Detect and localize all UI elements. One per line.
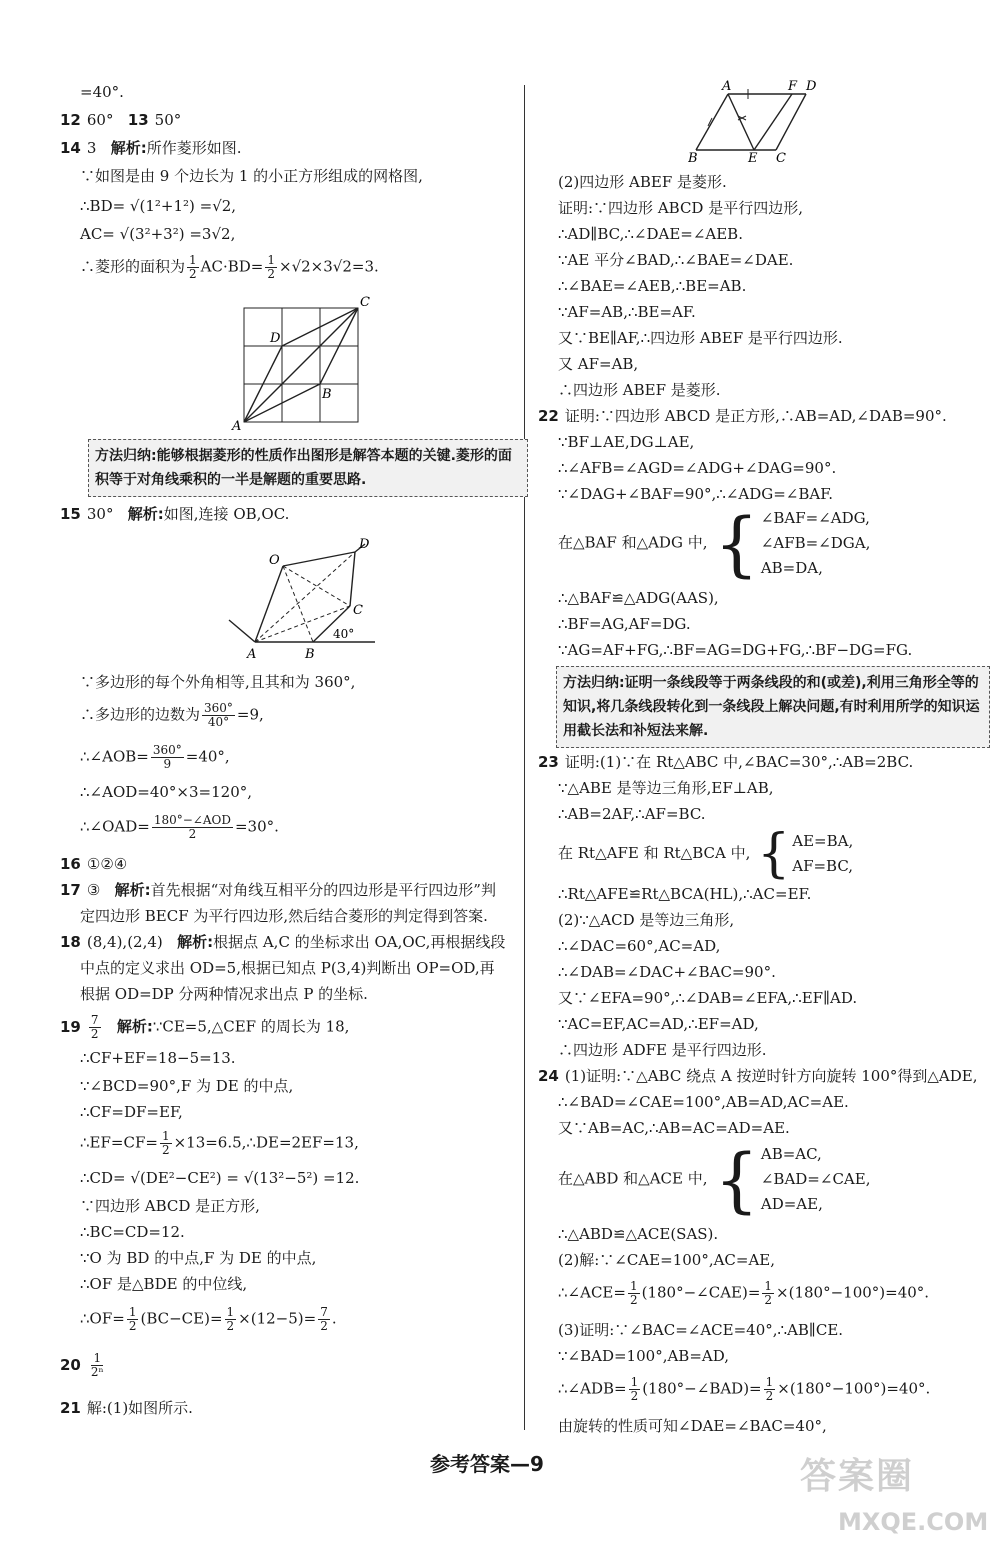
label-B: B — [305, 647, 315, 660]
jiexi-label: 解析: — [110, 139, 147, 157]
text-line: ∵AF=AB,∴BE=AF. — [558, 303, 696, 321]
text-line: ∵如图是由 9 个边长为 1 的小正方形组成的网格图, — [80, 167, 423, 185]
fraction — [152, 814, 233, 841]
numerator: 1 — [128, 1305, 137, 1319]
system-items — [761, 1142, 871, 1217]
denominator: 2 — [188, 827, 197, 841]
method-summary-box-2: 方法归纳:证明一条线段等于两条线段的和(或差),利用三角形全等的知识,将几条线段转化到一条线段上解决问题,有时利用所学的知识运用截长法和补短法来解. — [556, 666, 990, 748]
q13-number: 13 — [127, 111, 149, 129]
text-line: (2)解:∵∠CAE=100°,AC=AE, — [558, 1251, 776, 1269]
q14-number: 14 — [60, 139, 81, 157]
q21-parallelogram-figure — [688, 80, 828, 162]
label-B: B — [322, 387, 332, 402]
q18-number: 18 — [60, 933, 81, 951]
system-item: AB=AC, — [760, 1145, 822, 1163]
q20-line — [60, 1352, 108, 1379]
label-A: A — [247, 647, 257, 660]
numerator: 1 — [226, 1305, 235, 1319]
jiexi-label: 解析: — [114, 881, 151, 899]
text-line: ∴BD= √(1²+1²) =√2, — [80, 197, 237, 215]
text-line: ∴CD= √(DE²−CE²) = √(13²−5²) =12. — [80, 1169, 360, 1187]
brace: { — [757, 824, 791, 884]
angle-label: 40° — [333, 627, 355, 641]
q14-header — [60, 138, 242, 158]
text: 在△BAF 和△ADG 中, — [558, 533, 708, 552]
q17-line — [60, 880, 496, 900]
text-line: ∵O 为 BD 的中点,F 为 DE 的中点, — [80, 1249, 317, 1267]
text-line: ∴Rt△AFE≌Rt△BCA(HL),∴AC=EF. — [558, 885, 812, 903]
text-line: ∴四边形 ABEF 是菱形. — [558, 381, 721, 399]
system-item: ∠AFB=∠DGA, — [760, 534, 871, 552]
text-line: (2)四边形 ABEF 是菱形. — [558, 173, 727, 191]
denominator: 2 — [630, 1389, 639, 1403]
q24-number: 24 — [538, 1067, 559, 1085]
label-D: D — [806, 80, 817, 94]
denominator: 2 — [128, 1319, 137, 1333]
system-item: ∠BAD=∠CAE, — [760, 1170, 871, 1188]
label-C: C — [360, 295, 370, 310]
page-footer: 参考答案—9 — [430, 1452, 544, 1476]
text: ×13=6.5,∴DE=2EF=13, — [173, 1133, 359, 1152]
q21-line — [60, 1398, 193, 1418]
text: (180°−∠BAD)= — [642, 1379, 762, 1398]
fraction — [265, 254, 277, 281]
text-line: 定四边形 BECF 为平行四边形,然后结合菱形的判定得到答案. — [80, 907, 488, 925]
numerator: 180°−∠AOD — [153, 813, 231, 827]
text-line: ∵△ABE 是等边三角形,EF⊥AB, — [558, 779, 774, 797]
label-A: A — [232, 419, 242, 432]
q23-number: 23 — [538, 753, 559, 771]
q16-number: 16 — [60, 855, 81, 873]
answer-12-13 — [60, 110, 181, 130]
text-line: ∵四边形 ABCD 是正方形, — [80, 1197, 260, 1215]
system-items — [761, 506, 871, 581]
numerator: 1 — [161, 1129, 170, 1143]
q21-text: 解:(1)如图所示. — [86, 1399, 193, 1417]
denominator: 40° — [207, 715, 230, 729]
text-line: ∴∠DAC=60°,AC=AD, — [558, 937, 721, 955]
label-D: D — [270, 331, 281, 346]
numerator: 1 — [629, 1279, 638, 1293]
q14-grid-figure — [230, 292, 390, 432]
text: ∴∠OAD= — [80, 817, 150, 836]
jiexi-label: 解析: — [177, 933, 214, 951]
system-item: AE=BA, — [792, 832, 854, 850]
text-line: 又∵BE∥AF,∴四边形 ABEF 是平行四边形. — [558, 329, 843, 347]
text-line: ∴OF 是△BDE 的中位线, — [80, 1275, 248, 1293]
text-line: ∴∠AFB=∠AGD=∠ADG+∠DAG=90°. — [558, 459, 837, 477]
denominator: 2ⁿ — [90, 1365, 104, 1379]
text: =40°, — [185, 747, 230, 766]
q23-header — [538, 752, 913, 772]
denominator: 2 — [320, 1319, 328, 1333]
watermark-logo: 答案圈 — [800, 1456, 915, 1497]
q19-header — [60, 1014, 349, 1041]
fraction — [151, 744, 184, 771]
q19-of-line — [60, 1306, 337, 1333]
text-line: ∴∠DAB=∠DAC+∠BAC=90°. — [558, 963, 776, 981]
text-line: ∵AE 平分∠BAD,∴∠BAE=∠DAE. — [558, 251, 794, 269]
q16-line — [60, 854, 127, 874]
equation-system — [712, 1138, 871, 1221]
text-line: 又∵∠EFA=90°,∴∠DAB=∠EFA,∴EF∥AD. — [558, 989, 858, 1007]
q24-system — [538, 1138, 871, 1221]
q14-area-line — [60, 254, 379, 281]
text-line: (3)证明:∵∠BAC=∠ACE=40°,∴AB∥CE. — [558, 1321, 844, 1339]
label-C: C — [776, 151, 786, 162]
label-D: D — [359, 537, 370, 552]
q24-ace-line — [538, 1280, 929, 1307]
text-line: ∵∠DAG+∠BAF=90°,∴∠ADG=∠BAF. — [558, 485, 834, 503]
text: ∴∠AOB= — [80, 747, 149, 766]
text-line: AC= √(3²+3²) =3√2, — [80, 225, 236, 243]
text-line: 证明:∵四边形 ABCD 是平行四边形, — [558, 199, 803, 217]
brace: { — [714, 502, 759, 585]
text-line: ∴CF=DF=EF, — [80, 1103, 183, 1121]
method-summary-box-1: 方法归纳:能够根据菱形的性质作出图形是解答本题的关键.菱形的面积等于对角线乘积的一半是解题的重要思路. — [88, 439, 528, 497]
q19-text: ∵CE=5,△CEF 的周长为 18, — [152, 1017, 350, 1036]
q18-text: 根据点 A,C 的坐标求出 OA,OC,再根据线段 — [213, 933, 506, 951]
q15-aob-line — [60, 744, 230, 771]
text: . — [331, 1309, 337, 1328]
q22-system — [538, 502, 871, 585]
q21-number: 21 — [60, 1399, 81, 1417]
system-item: ∠BAF=∠ADG, — [760, 509, 870, 527]
q22-header — [538, 406, 947, 426]
equation-system — [755, 824, 854, 884]
q17-answer: ③ — [86, 881, 101, 899]
text-line: 由旋转的性质可知∠DAE=∠BAC=40°, — [558, 1417, 827, 1435]
q20-answer-fraction — [89, 1352, 106, 1379]
numerator: 1 — [764, 1279, 773, 1293]
q12-answer: 60° — [86, 111, 114, 129]
fraction — [628, 1280, 640, 1307]
q18-line — [60, 932, 505, 952]
text: =9, — [236, 705, 264, 724]
text: ∴∠ACE= — [558, 1283, 626, 1302]
text-line: ∴AD∥BC,∴∠DAE=∠AEB. — [558, 225, 743, 243]
denominator: 2 — [90, 1027, 99, 1041]
numerator: 7 — [320, 1305, 328, 1319]
q19-number: 19 — [60, 1017, 81, 1036]
text: (BC−CE)= — [140, 1309, 223, 1328]
text: ∴菱形的面积为 — [80, 257, 186, 276]
system-items — [792, 829, 853, 879]
text-line: (2)∵△ACD 是等边三角形, — [558, 911, 735, 929]
q24-adb-line — [538, 1376, 930, 1403]
denominator: 2 — [764, 1293, 773, 1307]
label-F: F — [788, 80, 798, 94]
watermark-url: MXQE.COM — [838, 1508, 989, 1536]
q19-answer-fraction — [89, 1014, 101, 1041]
text: 在 Rt△AFE 和 Rt△BCA 中, — [558, 844, 751, 862]
numerator: 1 — [189, 253, 197, 267]
brace: { — [714, 1138, 759, 1221]
text-line: 根据 OD=DP 分两种情况求出点 P 的坐标. — [80, 985, 368, 1003]
q15-polygon-figure — [225, 530, 395, 660]
q23-system — [538, 824, 854, 884]
text: ×√2×3√2=3. — [279, 257, 379, 276]
text-line: ∵AC=EF,AC=AD,∴EF=AD, — [558, 1015, 759, 1033]
q17-text: 首先根据“对角线互相平分的四边形是平行四边形”判 — [150, 881, 496, 899]
denominator: 2 — [161, 1143, 170, 1157]
text-line: ∵AG=AF+FG,∴BF=AG=DG+FG,∴BF−DG=FG. — [558, 641, 913, 659]
numerator: 1 — [765, 1375, 774, 1389]
text: ∴OF= — [80, 1309, 125, 1328]
q15-header — [60, 504, 289, 524]
q15-answer: 30° — [86, 505, 114, 523]
numerator: 360° — [204, 701, 233, 715]
text: ×(180°−100°)=40°. — [777, 1379, 931, 1398]
text-line: ∴∠BAE=∠AEB,∴BE=AB. — [558, 277, 747, 295]
text-line: ∴BC=CD=12. — [80, 1223, 185, 1241]
text: 在△ABD 和△ACE 中, — [558, 1169, 708, 1188]
numerator: 7 — [90, 1013, 99, 1027]
text-line: ∴∠AOD=40°×3=120°, — [80, 783, 253, 801]
q15-number: 15 — [60, 505, 81, 523]
q22-text: 证明:∵四边形 ABCD 是正方形,∴AB=AD,∠DAB=90°. — [564, 407, 947, 425]
label-B: B — [688, 151, 698, 162]
fraction — [764, 1376, 776, 1403]
text-line: 又∵AB=AC,∴AB=AC=AD=AE. — [558, 1119, 790, 1137]
q17-number: 17 — [60, 881, 81, 899]
label-O: O — [269, 553, 280, 568]
q24-header — [538, 1066, 977, 1086]
text: ∴多边形的边数为 — [80, 705, 201, 724]
fraction — [318, 1306, 330, 1333]
text: ×(12−5)= — [238, 1309, 317, 1328]
denominator: 2 — [629, 1293, 638, 1307]
q13-answer: 50° — [154, 111, 182, 129]
denominator: 2 — [189, 267, 197, 281]
text-line: ∴CF+EF=18−5=13. — [80, 1049, 236, 1067]
fraction — [762, 1280, 774, 1307]
q24-text: (1)证明:∵△ABC 绕点 A 按逆时针方向旋转 100°得到△ADE, — [564, 1067, 978, 1085]
text-line: ∴四边形 ADFE 是平行四边形. — [558, 1041, 767, 1059]
label-C: C — [353, 603, 363, 618]
q19-ef-line — [60, 1130, 359, 1157]
text: =30°. — [234, 817, 279, 836]
text-line: =40°. — [80, 83, 124, 101]
q23-text: 证明:(1)∵在 Rt△ABC 中,∠BAC=30°,∴AB=2BC. — [564, 753, 914, 771]
jiexi-label: 解析: — [127, 505, 164, 523]
text-line: ∴BF=AG,AF=DG. — [558, 615, 691, 633]
q16-answer: ①②④ — [86, 855, 128, 873]
label-A: A — [722, 80, 732, 94]
denominator: 2 — [267, 267, 275, 281]
numerator: 1 — [267, 253, 275, 267]
q15-oad-line — [60, 814, 279, 841]
text-line: 中点的定义求出 OD=5,根据已知点 P(3,4)判断出 OP=OD,再 — [80, 959, 495, 977]
fraction — [629, 1376, 641, 1403]
denominator: 2 — [765, 1389, 774, 1403]
fraction — [202, 702, 235, 729]
system-item: AF=BC, — [792, 857, 854, 875]
text-line: ∵∠BAD=100°,AB=AD, — [558, 1347, 729, 1365]
fraction — [127, 1306, 139, 1333]
text-line: ∵BF⊥AE,DG⊥AE, — [558, 433, 695, 451]
q12-number: 12 — [60, 111, 81, 129]
fraction — [225, 1306, 237, 1333]
q18-answer: (8,4),(2,4) — [86, 933, 163, 951]
text-line: ∴AB=2AF,∴AF=BC. — [558, 805, 706, 823]
numerator: 360° — [152, 743, 182, 757]
text-line: ∴△BAF≌△ADG(AAS), — [558, 589, 719, 607]
denominator: 9 — [163, 757, 172, 771]
text-line: ∵∠BCD=90°,F 为 DE 的中点, — [80, 1077, 294, 1095]
q20-number: 20 — [60, 1355, 81, 1374]
jiexi-label: 解析: — [116, 1017, 153, 1036]
text: (180°−∠CAE)= — [641, 1283, 761, 1302]
text-line: ∵多边形的每个外角相等,且其和为 360°, — [80, 673, 356, 691]
q14-answer: 3 — [86, 139, 97, 157]
q15-text: 如图,连接 OB,OC. — [163, 505, 290, 523]
q22-number: 22 — [538, 407, 559, 425]
text: ∴∠ADB= — [558, 1379, 627, 1398]
fraction — [187, 254, 199, 281]
label-E: E — [748, 151, 758, 162]
text-line: 又 AF=AB, — [558, 355, 639, 373]
column-divider — [524, 85, 525, 1430]
q15-sides-line — [60, 702, 264, 729]
equation-system — [712, 502, 871, 585]
denominator: 2 — [226, 1319, 235, 1333]
text: ∴EF=CF= — [80, 1133, 158, 1152]
text: AC·BD= — [200, 257, 264, 276]
q14-text: 所作菱形如图. — [146, 139, 242, 157]
numerator: 1 — [93, 1351, 102, 1365]
text: ×(180°−100°)=40°. — [776, 1283, 930, 1302]
system-item: AB=DA, — [760, 559, 823, 577]
numerator: 1 — [630, 1375, 639, 1389]
text-line: ∴∠BAD=∠CAE=100°,AB=AD,AC=AE. — [558, 1093, 849, 1111]
system-item: AD=AE, — [760, 1195, 823, 1213]
text-line: ∴△ABD≌△ACE(SAS). — [558, 1225, 719, 1243]
fraction — [160, 1130, 172, 1157]
